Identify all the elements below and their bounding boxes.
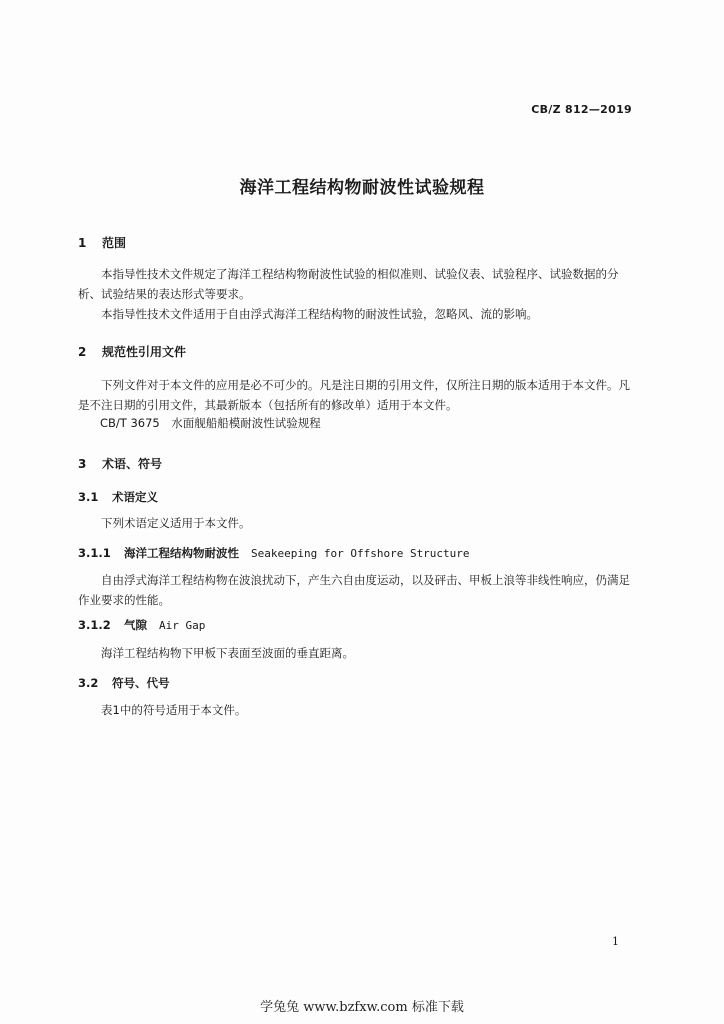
section-title: 符号、代号 [112, 676, 170, 690]
paragraph: 下列术语定义适用于本文件。 [101, 516, 251, 530]
section-3-1-1-heading [78, 545, 470, 561]
paragraph: 本指导性技术文件适用于自由浮式海洋工程结构物的耐波性试验，忽略风、流的影响。 [101, 307, 538, 321]
section-1-heading [78, 234, 126, 251]
paragraph: 本指导性技术文件规定了海洋工程结构物耐波性试验的相似准则、试验仪表、试验程序、试验数据的分析、试验结果的表达形式等要求。 [78, 267, 619, 301]
paragraph: 下列文件对于本文件的应用是必不可少的。凡是注日期的引用文件，仅所注日期的版本适用于本文件。凡是不注日期的引用文件，其最新版本（包括所有的修改单）适用于本文件。 [78, 378, 630, 412]
section-title: 范围 [102, 236, 127, 250]
paragraph: 海洋工程结构物下甲板下表面至波面的垂直距离。 [101, 646, 354, 660]
watermark: 学兔兔 www.bzfxw.com 标准下载 [260, 1000, 464, 1015]
term-title: 气隙 [124, 618, 147, 632]
section-title: 规范性引用文件 [102, 345, 187, 359]
section-3-2-body [78, 700, 633, 720]
section-2-body [78, 375, 633, 415]
section-3-1-body [78, 513, 633, 533]
section-number: 3.2 [78, 676, 99, 690]
document-title: 海洋工程结构物耐波性试验规程 [239, 178, 485, 198]
paragraph: 自由浮式海洋工程结构物在波浪扰动下，产生六自由度运动，以及砰击、甲板上浪等非线性响应，仍满足作业要求的性能。 [78, 573, 630, 607]
section-3-1-1-body [78, 570, 633, 610]
section-title: 术语定义 [112, 490, 158, 504]
section-number: 2 [78, 345, 87, 359]
term-title: 海洋工程结构物耐波性 [124, 546, 239, 560]
section-number: 1 [78, 236, 87, 250]
normative-reference: CB/T 3675 水面舰船船模耐波性试验规程 [100, 416, 321, 430]
paragraph: 表1中的符号适用于本文件。 [101, 703, 247, 717]
section-2-heading [78, 343, 186, 360]
section-number: 3.1.1 [78, 546, 111, 560]
section-3-1-2-body [78, 643, 633, 663]
section-1-body [78, 264, 633, 324]
section-number: 3 [78, 457, 87, 471]
section-number: 3.1.2 [78, 618, 111, 632]
section-3-2-heading [78, 675, 170, 691]
section-3-heading [78, 455, 162, 472]
section-3-1-heading [78, 489, 158, 505]
section-title: 术语、符号 [102, 457, 163, 471]
page-number: 1 [612, 935, 619, 948]
standard-code: CB/Z 812—2019 [531, 103, 632, 116]
section-3-1-2-heading [78, 617, 205, 633]
term-english: Seakeeping for Offshore Structure [251, 547, 470, 560]
term-english: Air Gap [159, 619, 206, 632]
section-number: 3.1 [78, 490, 99, 504]
